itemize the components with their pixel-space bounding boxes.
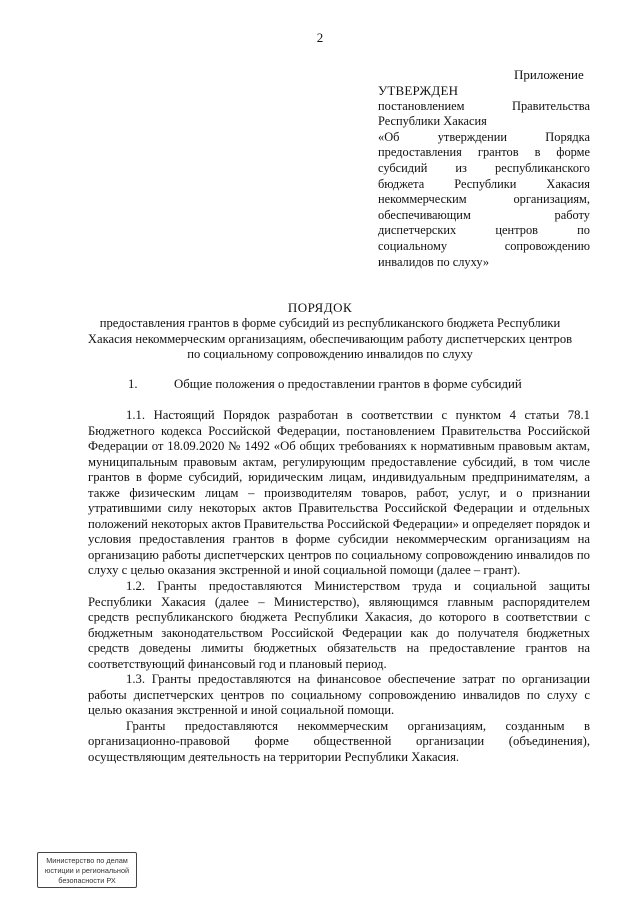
approval-line: субсидий из республиканского [378,160,590,175]
approval-line: предоставления грантов в форме [378,145,590,160]
document-body [88,408,590,766]
section-title: Общие положения о предоставлении грантов в форме субсидий [174,377,522,391]
paragraph: 1.1. Настоящий Порядок разработан в соответствии с пунктом 4 статьи 78.1 Бюджетного кодекса Российской Федерации, постановлением Правительства Российской Федерации от 18.09.2020 № 1492 «Об общих требованиях к нормативным правовым актам, муниципальным правовым актам, регулирующим предоставление субсидий, в том числе грантов в форме субсидий, юридическим лицам, индивидуальным предпринимателям, а также физическим лицам – производителям товаров, работ, услуг, и о признании утратившими силу некоторых актов Правительства Российской Федерации и отдельных положений некоторых актов Правительства Российской Федерации» и определяет порядок и условия предоставления грантов в форме субсидии некоммерческим организациям на организацию работы диспетчерских центров по социальному сопровождению инвалидов по слуху с целью оказания экстренной и иной социальной помощи (далее – грант). [88,408,590,578]
approval-line: Республики Хакасия [378,114,487,129]
approval-line: некоммерческим организациям, [378,192,590,207]
paragraph: 1.3. Гранты предоставляются на финансовое обеспечение затрат по организации работы диспетчерских центров по социальному сопровождению инвалидов по слуху с целью оказания экстренной и иной социальной помощи. [88,672,590,718]
section-number: 1. [128,377,138,391]
page-number: 2 [316,30,324,45]
approval-line: обеспечивающим работу [378,207,590,222]
approval-title: УТВЕРЖДЕН [378,83,459,98]
document-title: ПОРЯДОК [287,300,353,315]
ministry-stamp [37,852,137,888]
stamp-line: юстиции и региональной [44,866,130,875]
approval-line: диспетчерских центров по [378,223,590,238]
paragraph: Гранты предоставляются некоммерческим организациям, созданным в организационно-правовой форме общественной организации (объединения), осуществляющим деятельность на территории Республики Хакасия. [88,718,590,765]
approval-line: инвалидов по слуху» [378,254,490,269]
approval-line: постановлением Правительства [378,98,590,113]
paragraph: 1.2. Гранты предоставляются Министерством труда и социальной защиты Республики Хакасия (далее – Министерство), являющимся главным распорядителем средств республиканского бюджета Республики Хакасия, до которого в соответствии с бюджетным законодательством Российской Федерации как до получателя бюджетных средств доведены лимиты бюджетных обязательств на предоставление грантов на соответствующий финансовый год и плановый период. [88,579,590,671]
approval-block [378,83,590,270]
stamp-line: Министерство по делам [46,856,128,865]
approval-line: социальному сопровождению [378,238,590,253]
approval-line: «Об утверждении Порядка [378,129,590,144]
section-heading [128,377,522,392]
appendix-label: Приложение [514,67,584,82]
stamp-line: безопасности РХ [58,876,116,885]
approval-line: бюджета Республики Хакасия [378,176,590,191]
document-subtitle: предоставления грантов в форме субсидий из республиканского бюджета Республики Хакасия некоммерческим организациям, обеспечивающим работу диспетчерских центров по социальному сопровождению инвалидов по слуху [87,316,573,362]
